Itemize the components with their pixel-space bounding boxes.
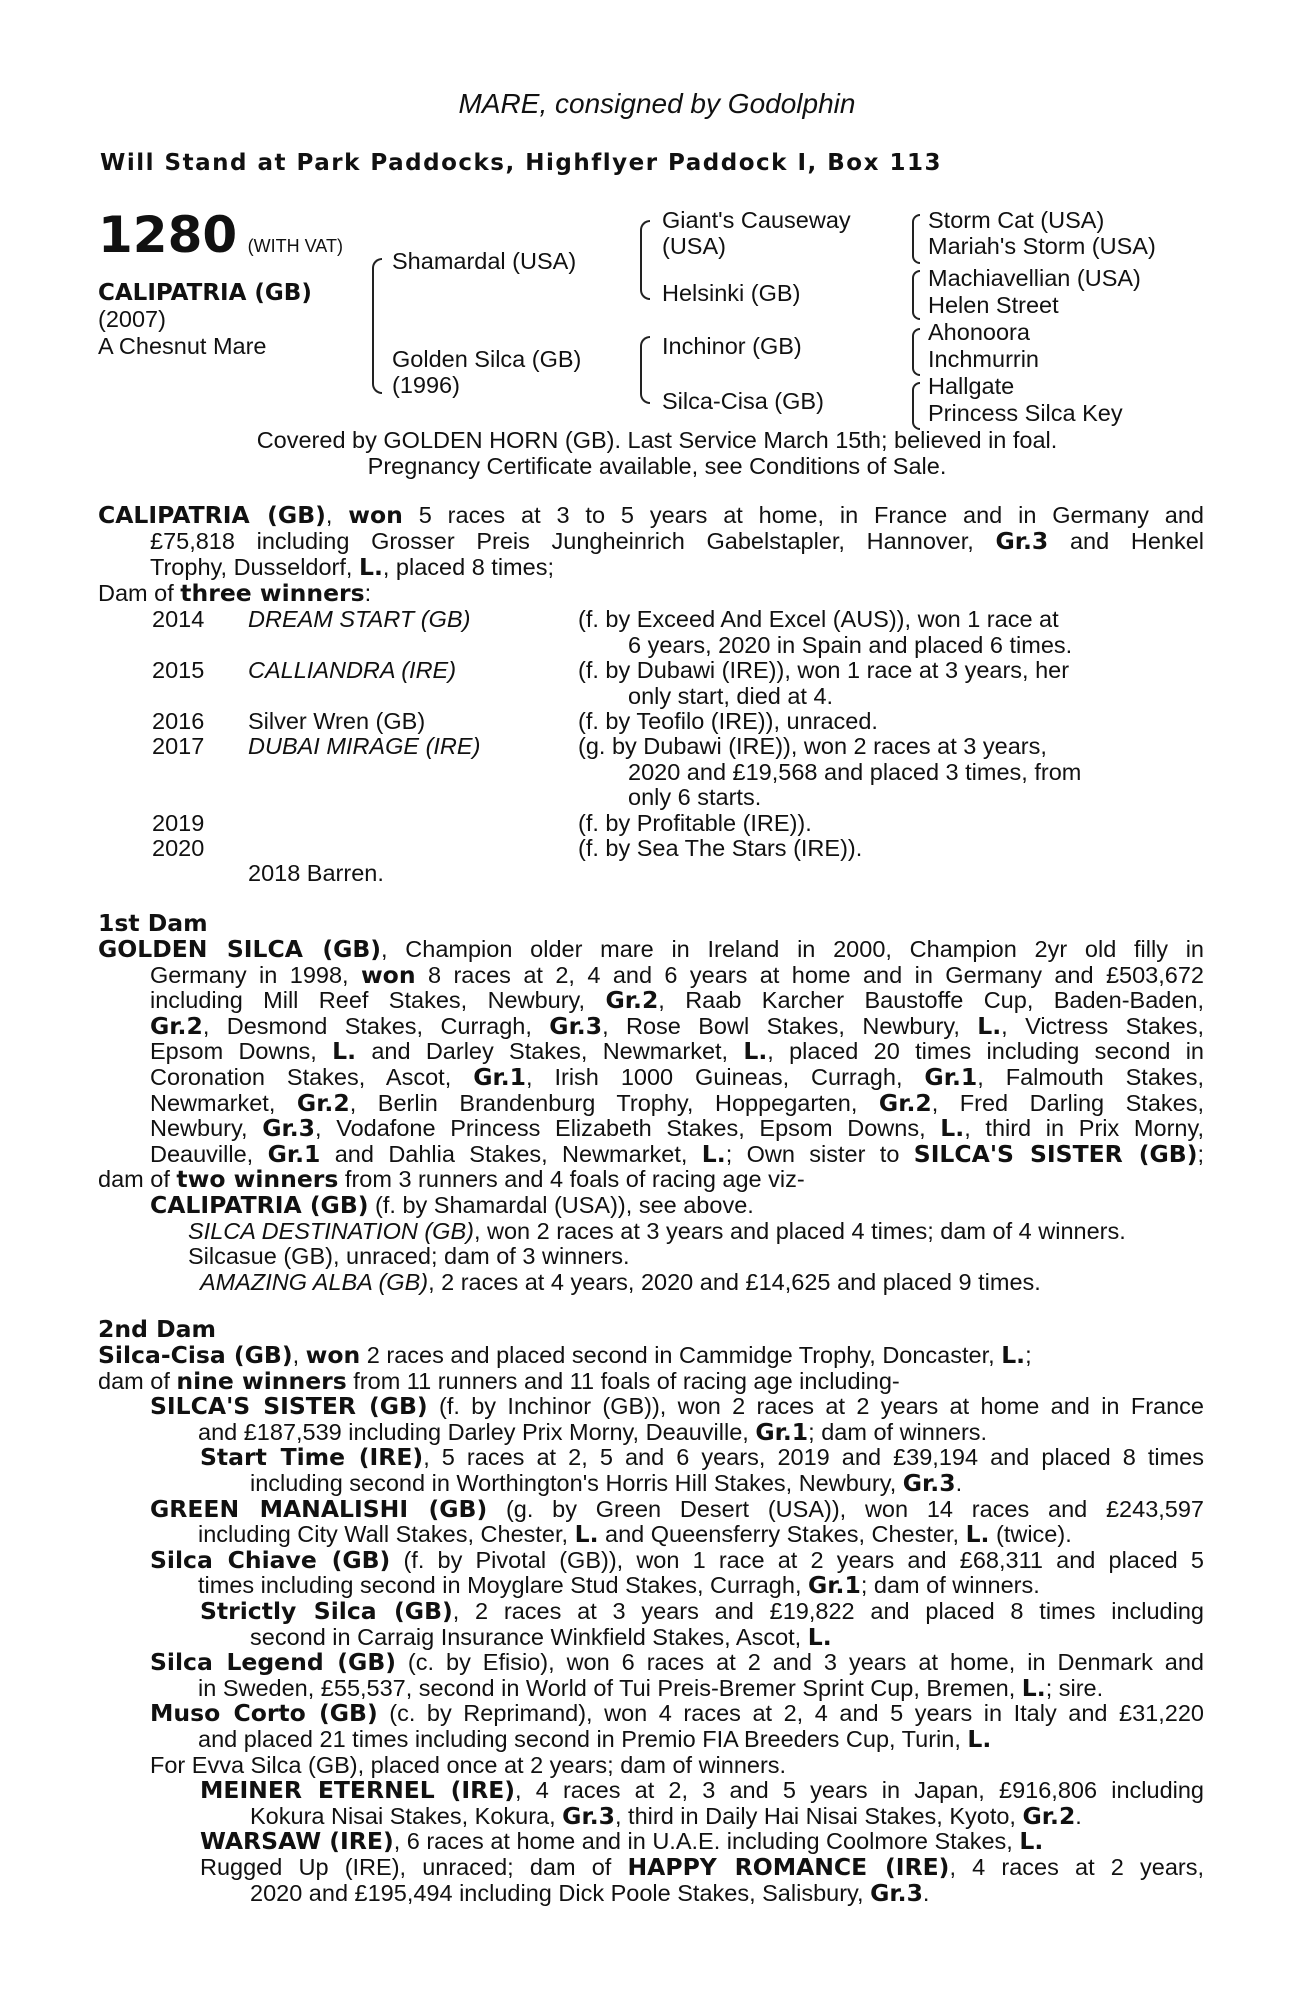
brace-dd (912, 382, 920, 430)
calipatria-line-1: CALIPATRIA (GB), won 5 races at 3 to 5 years at home, in France and in Germany and (98, 501, 1205, 529)
text-line: Epsom Downs, L. and Darley Stakes, Newmarket, L., placed 20 times including second in (150, 1037, 1204, 1066)
lot-name: CALIPATRIA (GB) (98, 280, 312, 306)
text-line: MEINER ETERNEL (IRE), 4 races at 2, 3 and 5 years in Japan, £916,806 including (200, 1776, 1205, 1805)
text-line: Germany in 1998, won 8 races at 2, 4 and 6 years at home and in Germany and £503,672 (150, 960, 1204, 989)
produce-year: 2020 (152, 835, 205, 861)
calipatria-line-2: £75,818 including Grosser Preis Jungheinrich Gabelstapler, Hannover, Gr.3 and Henkel (150, 527, 1204, 555)
text-line: WARSAW (IRE), 6 races at home and in U.A.E. including Coolmore Stakes, L. (200, 1827, 1044, 1856)
pedigree-ss: Giant's Causeway (662, 207, 851, 233)
text-line: Strictly Silca (GB), 2 races at 3 years and £19,822 and placed 8 times including (200, 1597, 1204, 1625)
produce-details: (f. by Exceed And Excel (AUS)), won 1 race at (578, 606, 1059, 632)
produce-name: Silver Wren (GB) (248, 708, 426, 734)
pedigree-ssd: Mariah's Storm (USA) (928, 233, 1156, 259)
text-line: GOLDEN SILCA (GB), Champion older mare in Ireland in 2000, Champion 2yr old filly in (98, 935, 1205, 963)
barren-note: 2018 Barren. (248, 860, 384, 886)
text-line: including Mill Reef Stakes, Newbury, Gr.2, Raab Karcher Baustoffe Cup, Baden-Baden, (150, 986, 1205, 1015)
produce-details: only 6 starts. (628, 784, 762, 811)
lot-number: 1280 (98, 206, 238, 264)
pedigree-sss: Storm Cat (USA) (928, 207, 1105, 233)
pedigree-sdd: Helen Street (928, 292, 1059, 318)
produce-details: (f. by Dubawi (IRE)), won 1 race at 3 years, her (578, 657, 1070, 683)
pregnancy-line: Pregnancy Certificate available, see Conditions of Sale. (367, 453, 947, 479)
brace-ss (912, 214, 920, 264)
produce-name: DUBAI MIRAGE (IRE) (248, 733, 481, 759)
text-line: second in Carraig Insurance Winkfield Stakes, Ascot, L. (250, 1622, 832, 1651)
text-line: SILCA'S SISTER (GB) (f. by Inchinor (GB)), won 2 races at 2 years at home and in France (150, 1392, 1204, 1421)
produce-year: 2015 (152, 657, 205, 683)
vat-note: (WITH VAT) (247, 236, 343, 256)
text-line: Silca-Cisa (GB), won 2 races and placed second in Cammidge Trophy, Doncaster, L.; (98, 1341, 1032, 1369)
text-line: Start Time (IRE), 5 races at 2, 5 and 6 years, 2019 and £39,194 and placed 8 times (200, 1443, 1204, 1472)
first-dam-heading: 1st Dam (98, 909, 208, 937)
produce-details: 6 years, 2020 in Spain and placed 6 times. (628, 631, 1073, 658)
produce-name: CALLIANDRA (IRE) (248, 657, 457, 683)
brace-ds (912, 328, 920, 376)
text-line: Kokura Nisai Stakes, Kokura, Gr.3, third in Daily Hai Nisai Stakes, Kyoto, Gr.2. (250, 1801, 1082, 1830)
text-line: in Sweden, £55,537, second in World of Tui Preis-Bremer Sprint Cup, Bremen, L.; sire. (198, 1673, 1104, 1702)
text-line: SILCA DESTINATION (GB), won 2 races at 3 years and placed 4 times; dam of 4 winners. (188, 1217, 1126, 1244)
produce-year: 2014 (152, 606, 205, 632)
produce-year: 2016 (152, 708, 205, 734)
produce-details: (f. by Teofilo (IRE)), unraced. (578, 708, 878, 734)
pedigree-dam: Golden Silca (GB) (392, 346, 582, 372)
produce-year: 2019 (152, 810, 205, 836)
produce-name: DREAM START (GB) (248, 606, 471, 632)
pedigree-ss-country: (USA) (662, 233, 726, 259)
pedigree-dss: Ahonoora (928, 319, 1030, 345)
pedigree-dds: Hallgate (928, 373, 1015, 399)
text-line: dam of nine winners from 11 runners and 11 foals of racing age including- (98, 1366, 900, 1395)
page-subtitle: MARE, consigned by Godolphin (458, 88, 856, 119)
text-line: Silcasue (GB), unraced; dam of 3 winners. (188, 1243, 630, 1270)
text-line: and placed 21 times including second in Premio FIA Breeders Cup, Turin, L. (198, 1725, 992, 1753)
text-line: Rugged Up (IRE), unraced; dam of HAPPY ROMANCE (IRE), 4 races at 2 years, (200, 1853, 1204, 1881)
lot-number-row (98, 208, 343, 262)
second-dam-heading: 2nd Dam (98, 1315, 216, 1343)
text-line: CALIPATRIA (GB) (f. by Shamardal (USA)), see above. (150, 1191, 754, 1219)
pedigree-dam-year: (1996) (392, 372, 460, 398)
brace-main (372, 258, 382, 394)
pedigree-sds: Machiavellian (USA) (928, 265, 1141, 291)
text-line: including City Wall Stakes, Chester, L. and Queensferry Stakes, Chester, L. (twice). (198, 1520, 1072, 1549)
text-line: Gr.2, Desmond Stakes, Curragh, Gr.3, Rose Bowl Stakes, Newbury, L., Victress Stakes, (150, 1011, 1204, 1040)
text-line: Deauville, Gr.1 and Dahlia Stakes, Newmarket, L.; Own sister to SILCA'S SISTER (GB); (150, 1139, 1204, 1168)
text-line: 2020 and £195,494 including Dick Poole Stakes, Salisbury, Gr.3. (250, 1878, 930, 1907)
text-line: and £187,539 including Darley Prix Morny, Deauville, Gr.1; dam of winners. (198, 1417, 988, 1446)
brace-sd (912, 270, 920, 320)
brace-sire (640, 220, 650, 300)
text-line: Silca Chiave (GB) (f. by Pivotal (GB)), won 1 race at 2 years and £68,311 and placed 5 (150, 1545, 1204, 1574)
text-line: Muso Corto (GB) (c. by Reprimand), won 4 races at 2, 4 and 5 years in Italy and £31,220 (150, 1699, 1204, 1728)
pedigree-sd: Helsinki (GB) (662, 280, 801, 306)
pedigree-ds: Inchinor (GB) (662, 333, 802, 359)
produce-details: (f. by Sea The Stars (IRE)). (578, 835, 863, 861)
text-line: times including second in Moyglare Stud Stakes, Curragh, Gr.1; dam of winners. (198, 1571, 1040, 1600)
produce-details: (f. by Profitable (IRE)). (578, 810, 812, 836)
produce-year: 2017 (152, 733, 205, 759)
lot-description: A Chesnut Mare (98, 333, 267, 359)
text-line: Newmarket, Gr.2, Berlin Brandenburg Trophy, Hoppegarten, Gr.2, Fred Darling Stakes, (150, 1088, 1204, 1117)
calipatria-line-3: Trophy, Dusseldorf, L., placed 8 times; (150, 553, 554, 581)
brace-dam (640, 336, 650, 404)
produce-details: (g. by Dubawi (IRE)), won 2 races at 3 years, (578, 733, 1047, 759)
pedigree-dsd: Inchmurrin (928, 346, 1040, 372)
lot-year: (2007) (98, 306, 166, 332)
text-line: AMAZING ALBA (GB), 2 races at 4 years, 2020 and £14,625 and placed 9 times. (200, 1268, 1041, 1295)
pedigree-dd: Silca-Cisa (GB) (662, 388, 824, 414)
stand-location: Will Stand at Park Paddocks, Highflyer Paddock I, Box 113 (100, 150, 942, 176)
dam-of-line: Dam of three winners: (98, 579, 372, 607)
pedigree-sire: Shamardal (USA) (392, 248, 577, 274)
text-line: including second in Worthington's Horris Hill Stakes, Newbury, Gr.3. (250, 1469, 963, 1497)
text-line: GREEN MANALISHI (GB) (g. by Green Desert (USA)), won 14 races and £243,597 (150, 1494, 1205, 1523)
produce-details: 2020 and £19,568 and placed 3 times, from (628, 758, 1082, 785)
text-line: dam of two winners from 3 runners and 4 foals of racing age viz- (98, 1165, 805, 1194)
text-line: Silca Legend (GB) (c. by Efisio), won 6 races at 2 and 3 years at home, in Denmark and (150, 1648, 1204, 1677)
produce-details: only start, died at 4. (628, 682, 834, 709)
covered-line: Covered by GOLDEN HORN (GB). Last Service March 15th; believed in foal. (256, 427, 1058, 453)
text-line: Coronation Stakes, Ascot, Gr.1, Irish 1000 Guineas, Curragh, Gr.1, Falmouth Stakes, (150, 1063, 1204, 1091)
text-line: For Evva Silca (GB), placed once at 2 years; dam of winners. (150, 1751, 787, 1778)
text-line: Newbury, Gr.3, Vodafone Princess Elizabeth Stakes, Epsom Downs, L., third in Prix Morny, (150, 1114, 1205, 1143)
pedigree-ddd: Princess Silca Key (928, 400, 1123, 426)
